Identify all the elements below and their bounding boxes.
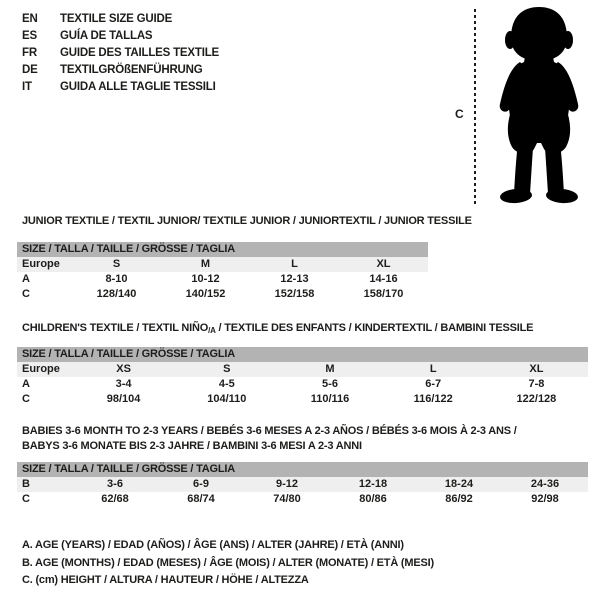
- heading-text: / TEXTILE DES ENFANTS / KINDERTEXTIL / BAMBINI TESSILE: [215, 322, 534, 334]
- table-row: [17, 392, 588, 407]
- language-row-fr: [22, 45, 219, 62]
- table-cell: 18-24: [444, 478, 474, 490]
- children-section-heading: [22, 322, 533, 335]
- babies-size-table: [17, 462, 588, 507]
- table-cell: 158/170: [363, 288, 404, 300]
- table-cell: 62/68: [101, 493, 129, 505]
- table-cell: 3-6: [107, 478, 123, 490]
- table-row: [17, 477, 588, 492]
- table-cell: XS: [116, 363, 131, 375]
- table-cell: 98/104: [106, 393, 141, 405]
- row-label: A: [22, 273, 30, 285]
- footnotes: [22, 537, 434, 590]
- language-row-en: [22, 11, 219, 28]
- language-row-de: [22, 62, 219, 79]
- table-cell: L: [291, 258, 298, 270]
- heading-text: CHILDREN'S TEXTILE / TEXTIL NIÑO: [22, 322, 209, 334]
- table-cell: 7-8: [528, 378, 545, 390]
- table-cell: XL: [376, 258, 391, 270]
- language-label: GUIDA ALLE TAGLIE TESSILI: [60, 81, 216, 93]
- footnote-a: A. AGE (YEARS) / EDAD (AÑOS) / ÂGE (ANS) / ALTER (JAHRE) / ETÀ (ANNI): [22, 539, 404, 551]
- table-cell: 14-16: [369, 273, 398, 285]
- table-cell: 110/116: [310, 393, 350, 405]
- table-cell: 24-36: [530, 478, 560, 490]
- language-label: GUÍA DE TALLAS: [60, 30, 153, 42]
- children-size-table: [17, 347, 588, 407]
- table-cell: S: [223, 363, 231, 375]
- baby-silhouette: [482, 4, 594, 209]
- table-cell: 10-12: [191, 273, 220, 285]
- table-cell: S: [112, 258, 121, 270]
- table-cell: M: [325, 363, 335, 375]
- table-cell: 80/86: [359, 493, 387, 505]
- junior-section-heading: JUNIOR TEXTILE / TEXTIL JUNIOR/ TEXTILE JUNIOR / JUNIORTEXTIL / JUNIOR TESSILE: [22, 215, 472, 227]
- table-cell: 116/122: [413, 393, 453, 405]
- table-row: [17, 287, 428, 302]
- table-cell: XL: [529, 363, 544, 375]
- language-row-it: [22, 79, 219, 96]
- language-label: GUIDE DES TAILLES TEXTILE: [60, 47, 219, 59]
- table-row: [17, 492, 588, 507]
- table-cell: 12-18: [358, 478, 388, 490]
- footnote-c: C. (cm) HEIGHT / ALTURA / HAUTEUR / HÖHE / ALTEZZA: [22, 574, 309, 586]
- table-row: [17, 362, 588, 377]
- table-cell: 4-5: [218, 378, 235, 390]
- heading-line-1: BABIES 3-6 MONTH TO 2-3 YEARS / BEBÉS 3-6 MESES A 2-3 AÑOS / BÉBÉS 3-6 MOIS À 2-3 ANS /: [22, 425, 517, 437]
- table-cell: L: [429, 363, 437, 375]
- table-row: [17, 272, 428, 287]
- table-cell: 122/128: [516, 393, 557, 405]
- language-list: [22, 11, 219, 96]
- table-cell: 128/140: [96, 288, 137, 300]
- footnote-b: B. AGE (MONTHS) / EDAD (MESES) / ÂGE (MOIS) / ALTER (MONATE) / ETÀ (MESI): [22, 556, 434, 569]
- table-cell: 12-13: [280, 273, 309, 285]
- babies-section-heading: [22, 424, 582, 454]
- language-row-es: [22, 28, 219, 45]
- heading-subscript: /A: [208, 326, 216, 335]
- table-cell: 68/74: [187, 493, 215, 505]
- row-label: A: [22, 378, 30, 390]
- table-header: SIZE / TALLA / TAILLE / GRÖSSE / TAGLIA: [17, 242, 428, 257]
- language-code: DE: [22, 64, 38, 76]
- row-label: C: [22, 393, 30, 405]
- table-cell: 5-6: [322, 378, 338, 390]
- height-measure-dashed-line: [474, 9, 476, 206]
- table-cell: 152/158: [274, 288, 315, 300]
- row-label: Europe: [22, 363, 60, 375]
- table-header: SIZE / TALLA / TAILLE / GRÖSSE / TAGLIA: [17, 347, 588, 362]
- table-cell: 92/98: [531, 493, 559, 505]
- table-row: [17, 377, 588, 392]
- table-cell: 86/92: [445, 493, 473, 505]
- language-code: ES: [22, 30, 37, 42]
- table-cell: 8-10: [105, 273, 128, 285]
- row-label: C: [22, 493, 30, 505]
- table-cell: 74/80: [273, 493, 301, 505]
- heading-line-2: BABYS 3-6 MONATE BIS 2-3 JAHRE / BAMBINI 3-6 MESI A 2-3 ANNI: [22, 440, 362, 452]
- row-label: C: [22, 288, 30, 300]
- language-label: TEXTILE SIZE GUIDE: [60, 13, 173, 25]
- junior-size-table: [17, 242, 428, 302]
- table-cell: 104/110: [207, 393, 247, 405]
- language-code: IT: [22, 81, 32, 93]
- table-header: SIZE / TALLA / TAILLE / GRÖSSE / TAGLIA: [17, 462, 588, 477]
- table-cell: 140/152: [185, 288, 226, 300]
- row-label: B: [22, 478, 30, 490]
- table-cell: 6-9: [193, 478, 209, 490]
- language-code: EN: [22, 13, 38, 25]
- table-cell: 6-7: [425, 378, 442, 390]
- table-cell: M: [200, 258, 211, 270]
- row-label: Europe: [22, 258, 60, 270]
- language-label: TEXTILGRÖßENFÜHRUNG: [60, 64, 203, 76]
- language-code: FR: [22, 47, 37, 59]
- table-row: [17, 257, 428, 272]
- height-measure-label: C: [455, 107, 464, 121]
- table-cell: 9-12: [275, 478, 299, 490]
- table-cell: 3-4: [115, 378, 132, 390]
